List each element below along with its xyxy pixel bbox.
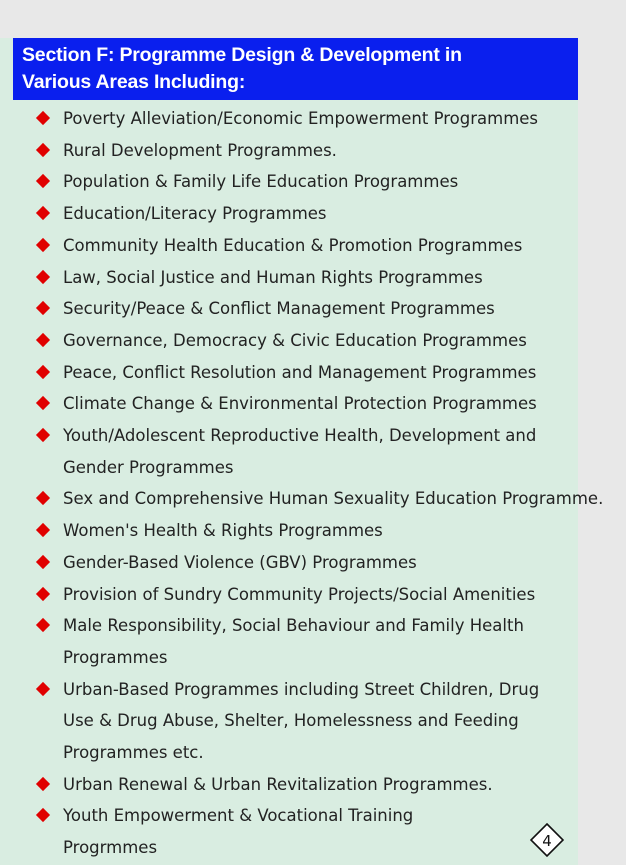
section-title-line-1: Section F: Programme Design & Development in	[22, 44, 462, 66]
red-diamond-bullet-icon	[36, 238, 50, 252]
list-item	[0, 135, 626, 167]
list-item-text: Sex and Comprehensive Human Sexuality Education Programme.	[63, 489, 604, 509]
red-diamond-bullet-icon	[36, 143, 50, 157]
list-item-text: Urban Renewal & Urban Revitalization Programmes.	[63, 774, 493, 794]
red-diamond-bullet-icon	[36, 586, 50, 600]
list-item-text: Gender Programmes	[63, 457, 234, 477]
red-diamond-bullet-icon	[36, 682, 50, 696]
list-item-text: Programmes etc.	[63, 743, 204, 763]
red-diamond-bullet-icon	[36, 808, 50, 822]
red-diamond-bullet-icon	[36, 491, 50, 505]
section-header	[13, 38, 578, 100]
list-item-text: Education/Literacy Programmes	[63, 204, 327, 224]
list-item-text: Gender-Based Violence (GBV) Programmes	[63, 552, 417, 572]
red-diamond-bullet-icon	[36, 269, 50, 283]
red-diamond-bullet-icon	[36, 365, 50, 379]
red-diamond-bullet-icon	[36, 174, 50, 188]
list-item	[0, 420, 626, 483]
list-item	[0, 610, 626, 673]
red-diamond-bullet-icon	[36, 206, 50, 220]
list-item	[0, 198, 626, 230]
red-diamond-bullet-icon	[36, 777, 50, 791]
list-item-text: Peace, Conflict Resolution and Management Programmes	[63, 362, 537, 382]
list-item-text: Male Responsibility, Social Behaviour and Family Health	[63, 616, 524, 636]
list-item-text: Progrmmes	[63, 838, 158, 858]
list-item	[0, 103, 626, 135]
page-number-marker	[530, 823, 564, 857]
list-item-text: Youth/Adolescent Reproductive Health, Development and	[63, 426, 537, 446]
list-item	[0, 483, 626, 515]
list-item-text: Security/Peace & Conflict Management Programmes	[63, 299, 495, 319]
red-diamond-bullet-icon	[36, 301, 50, 315]
red-diamond-bullet-icon	[36, 428, 50, 442]
list-item-text: Programmes	[63, 647, 168, 667]
list-item	[0, 388, 626, 420]
list-item	[0, 547, 626, 579]
list-item-text: Governance, Democracy & Civic Education Programmes	[63, 330, 527, 350]
list-item	[0, 293, 626, 325]
red-diamond-bullet-icon	[36, 333, 50, 347]
page-number: 4	[542, 832, 552, 850]
list-item-text: Law, Social Justice and Human Rights Programmes	[63, 267, 483, 287]
red-diamond-bullet-icon	[36, 396, 50, 410]
list-item	[0, 325, 626, 357]
list-item	[0, 357, 626, 389]
list-item-text: Youth Empowerment & Vocational Training	[63, 806, 414, 826]
red-diamond-bullet-icon	[36, 111, 50, 125]
list-item	[0, 262, 626, 294]
list-item	[0, 579, 626, 611]
list-item-text: Climate Change & Environmental Protection Programmes	[63, 394, 537, 414]
list-item-text: Urban-Based Programmes including Street Children, Drug	[63, 679, 540, 699]
list-item	[0, 515, 626, 547]
list-item-text: Community Health Education & Promotion Programmes	[63, 235, 523, 255]
list-item-text: Use & Drug Abuse, Shelter, Homelessness and Feeding	[63, 711, 519, 731]
list-item-text: Poverty Alleviation/Economic Empowerment Programmes	[63, 109, 539, 128]
programme-list	[0, 103, 626, 864]
list-item	[0, 674, 626, 769]
section-title-line-2: Various Areas Including:	[22, 71, 246, 93]
list-item-text: Population & Family Life Education Programmes	[63, 172, 459, 192]
list-item	[0, 230, 626, 262]
red-diamond-bullet-icon	[36, 555, 50, 569]
list-item	[0, 769, 626, 801]
list-item-text: Provision of Sundry Community Projects/Social Amenities	[63, 584, 536, 604]
red-diamond-bullet-icon	[36, 618, 50, 632]
red-diamond-bullet-icon	[36, 523, 50, 537]
list-item	[0, 166, 626, 198]
list-item-text: Women's Health & Rights Programmes	[63, 521, 383, 541]
list-item-text: Rural Development Programmes.	[63, 140, 337, 160]
